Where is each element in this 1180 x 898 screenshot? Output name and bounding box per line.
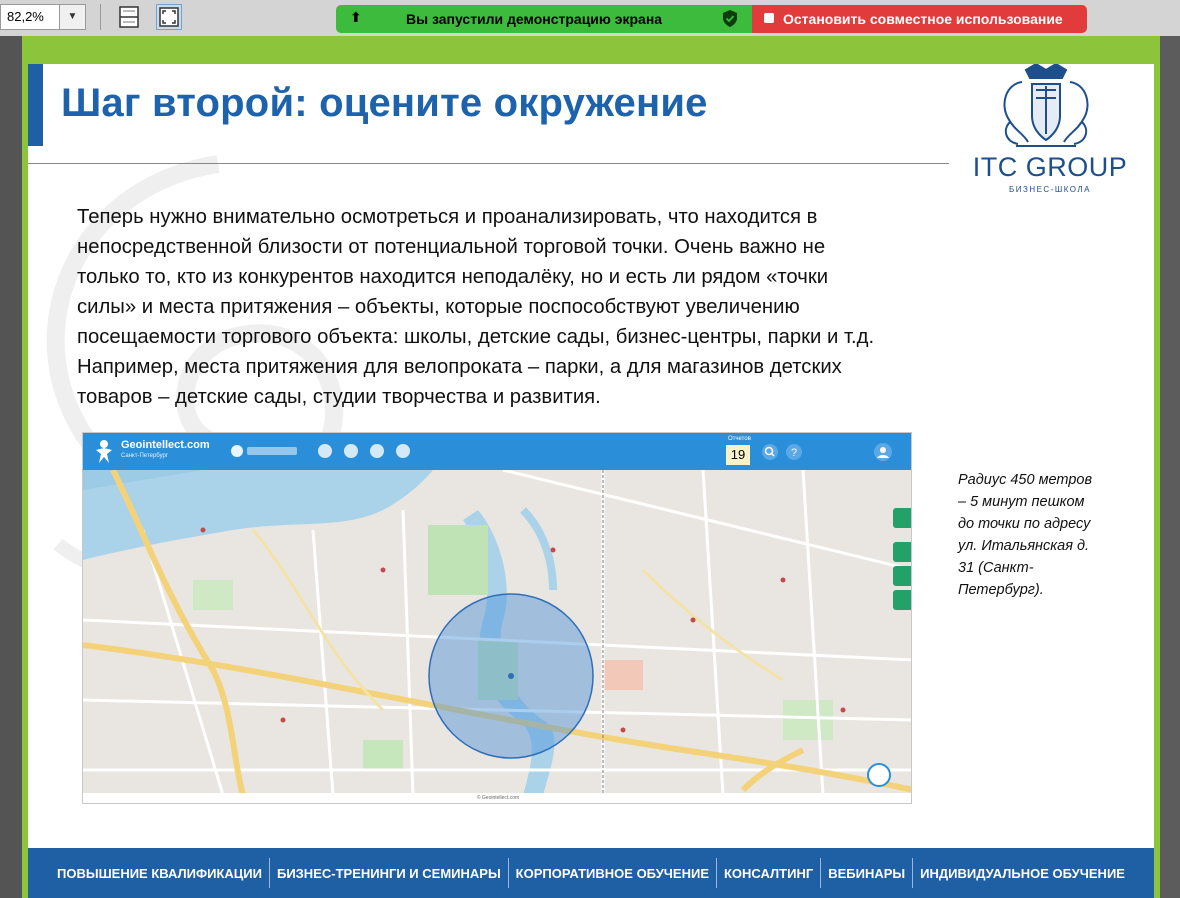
caption-line: Радиус 450 метров [958, 472, 1093, 488]
body-line: товаров – детские сады, студии творчества и развития. [77, 386, 601, 408]
body-line: Например, места притяжения для велопроката – парки, а для магазинов детских [77, 356, 842, 378]
map-toolbar-icons [229, 441, 429, 461]
caption-line: Петербург). [958, 582, 1044, 598]
nav-item-individual: ИНДИВИДУАЛЬНОЕ ОБУЧЕНИЕ [920, 865, 1125, 881]
pin-icon[interactable]: ⬆ [350, 9, 362, 25]
user-avatar-icon[interactable] [873, 442, 893, 462]
fit-page-button[interactable] [116, 4, 142, 30]
logo-name: ITC GROUP [972, 152, 1128, 182]
caption-line: до точки по адресу [958, 516, 1091, 532]
search-icon[interactable] [761, 443, 779, 461]
map-caption [958, 469, 1123, 601]
help-icon[interactable] [785, 443, 803, 461]
toolbar-divider [100, 4, 101, 30]
map-footer: © Geointellect.com [83, 793, 912, 803]
body-line: Теперь нужно внимательно осмотреться и проанализировать, что находится в [77, 206, 818, 228]
zoom-level-input[interactable]: 82,2% [0, 4, 60, 30]
caption-line: ул. Итальянская д. [958, 538, 1090, 554]
chevron-down-icon: ▼ [67, 11, 78, 22]
body-line: только то, кто из конкурентов находится неподалёку, но и есть ли рядом «точки [77, 266, 829, 288]
nav-item-consulting: КОНСАЛТИНГ [724, 865, 814, 881]
zoom-dropdown-button[interactable] [60, 4, 86, 30]
viewer-left-margin [0, 36, 22, 898]
title-divider [28, 163, 949, 164]
screen-share-status-text: Вы запустили демонстрацию экрана [406, 11, 663, 27]
viewer-toolbar [0, 0, 1180, 36]
title-accent-bar [28, 64, 43, 146]
fit-width-button[interactable] [156, 4, 182, 30]
footer-nav [28, 848, 1154, 898]
nav-item-qualification: ПОВЫШЕНИЕ КВАЛИФИКАЦИИ [57, 865, 262, 881]
svg-text:?: ? [790, 447, 798, 459]
fit-page-icon [116, 4, 142, 30]
map-city-label: Санкт-Петербург [121, 453, 169, 459]
nav-item-trainings: БИЗНЕС-ТРЕНИНГИ И СЕМИНАРЫ [276, 865, 501, 881]
body-line: силы» и места притяжения – объекты, которые поспособствуют увеличению [77, 296, 800, 318]
caption-line: – 5 минут пешком [958, 494, 1085, 510]
map-app-header [83, 433, 912, 470]
stop-icon [764, 13, 774, 23]
caption-line: 31 (Санкт- [958, 560, 1034, 576]
stop-sharing-label: Остановить совместное использование [783, 11, 1063, 27]
report-counter-label: Отчетов [728, 436, 751, 442]
shield-icon [722, 10, 738, 27]
body-line: посещаемости торгового объекта: школы, детские сады, бизнес-центры, парки и т.д. [77, 326, 875, 348]
slide [28, 64, 1154, 898]
report-counter: 19 [726, 445, 750, 465]
fit-width-icon [157, 5, 181, 29]
map-canvas[interactable] [83, 470, 912, 795]
map-app-name: Geointellect.com [121, 439, 210, 451]
screen-share-status [336, 5, 752, 33]
slide-body-text [77, 202, 997, 412]
nav-item-webinars: ВЕБИНАРЫ [828, 865, 906, 881]
map-screenshot [82, 432, 912, 804]
stop-sharing-button[interactable] [752, 5, 1087, 33]
logo-subtitle: БИЗНЕС-ШКОЛА [1008, 185, 1091, 194]
nav-item-corporate: КОРПОРАТИВНОЕ ОБУЧЕНИЕ [515, 865, 709, 881]
slide-title: Шаг второй: оцените окружение [61, 81, 708, 125]
body-line: непосредственной близости от потенциальной торговой точки. Очень важно не [77, 236, 826, 258]
app-logo-icon [93, 438, 115, 464]
